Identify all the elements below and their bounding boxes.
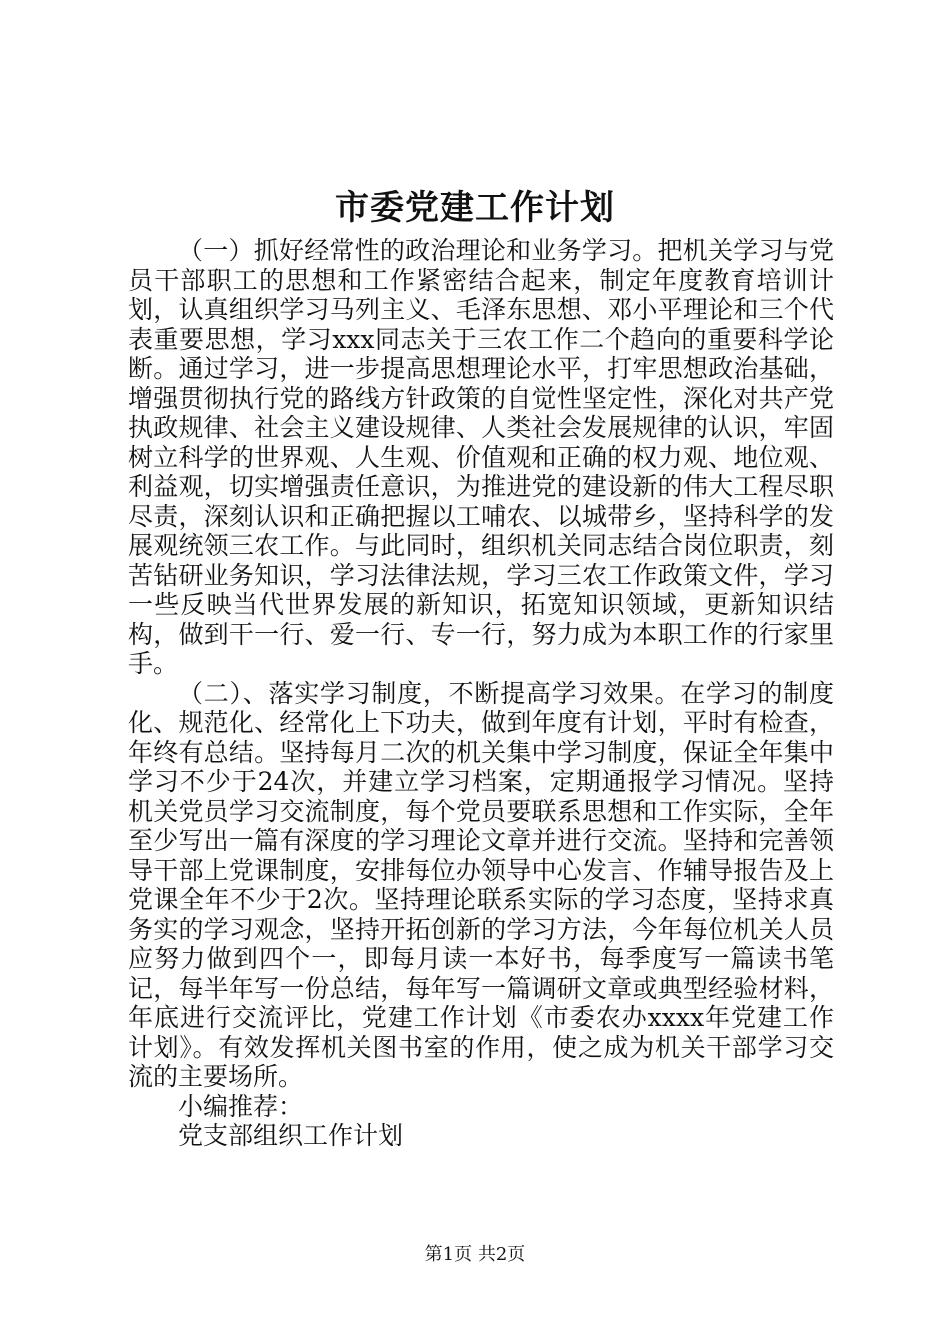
- recommend-label: 小编推荐：: [178, 1091, 304, 1121]
- paragraph-1: （一）抓好经常性的政治理论和业务学习。把机关学习与党员干部职工的思想和工作紧密结合起来，制定年度教育培训计划，认真组织学习马列主义、毛泽东思想、邓小平理论和三个代表重要思想，学习xxx同志关于三农工作二个趋向的重要科学论断。通过学习，进一步提高思想理论水平，打牢思想政治基础，增强贯彻执行党的路线方针政策的自觉性坚定性，深化对共产党执政规律、社会主义建设规律、人类社会发展规律的认识，牢固树立科学的世界观、人生观、价值观和正确的权力观、地位观、利益观，切实增强责任意识，为推进党的建设新的伟大工程尽职尽责，深刻认识和正确把握以工哺农、以城带乡，坚持科学的发展观统领三农工作。与此同时，组织机关同志结合岗位职责，刻苦钻研业务知识，学习法律法规，学习三农工作政策文件，学习一些反映当代世界发展的新知识，拓宽知识领域，更新知识结构，做到干一行、爱一行、专一行，努力成为本职工作的行家里手。: [128, 236, 834, 678]
- page-footer: 第1页 共2页: [424, 1244, 526, 1265]
- document-title: 市委党建工作计划: [335, 188, 615, 228]
- paragraph-2: （二）、落实学习制度，不断提高学习效果。在学习的制度化、规范化、经常化上下功夫，做到年度有计划，平时有检查，年终有总结。坚持每月二次的机关集中学习制度，保证全年集中学习不少于24次，并建立学习档案，定期通报学习情况。坚持机关党员学习交流制度，每个党员要联系思想和工作实际，全年至少写出一篇有深度的学习理论文章并进行交流。坚持和完善领导干部上党课制度，安排每位办领导中心发言、作辅导报告及上党课全年不少于2次。坚持理论联系实际的学习态度，坚持求真务实的学习观念，坚持开拓创新的学习方法，今年每位机关人员应努力做到四个一，即每月读一本好书，每季度写一篇读书笔记，每半年写一份总结，每年写一篇调研文章或典型经验材料，年底进行交流评比，党建工作计划《市委农办xxxx年党建工作计划》。有效发挥机关图书室的作用，使之成为机关干部学习交流的主要场所。: [128, 678, 834, 1091]
- recommend-link[interactable]: 党支部组织工作计划: [178, 1121, 404, 1150]
- document-body: [128, 236, 834, 1151]
